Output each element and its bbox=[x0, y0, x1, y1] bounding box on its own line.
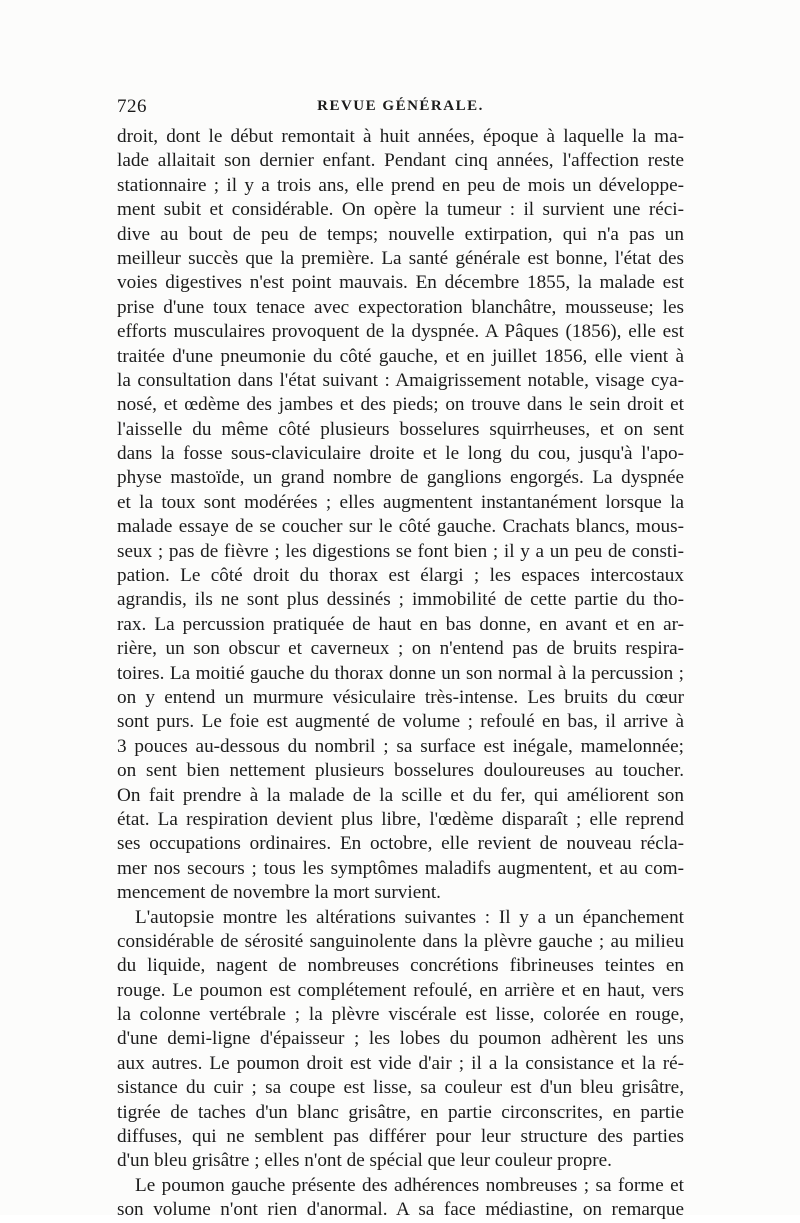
text-line: Le poumon gauche présente des adhérences nombreuses ; sa forme et bbox=[135, 1174, 684, 1196]
text-line: 3 pouces au-dessous du nombril ; sa surface est inégale, mamelonnée; bbox=[117, 735, 684, 757]
text-line: droit, dont le début remontait à huit années, époque à laquelle la ma- bbox=[117, 126, 684, 147]
text-line: efforts musculaires provoquent de la dyspnée. A Pâques (1856), elle est bbox=[117, 321, 684, 343]
text-line: pation. Le côté droit du thorax est élargi ; les espaces intercostaux bbox=[117, 565, 684, 587]
text-line: la consultation dans l'état suivant : Amaigrissement notable, visage cya- bbox=[117, 369, 684, 391]
text-line: L'autopsie montre les altérations suivantes : Il y a un épanchement bbox=[135, 906, 684, 928]
text-line: sistance du cuir ; sa coupe est lisse, sa couleur est d'un bleu grisâtre, bbox=[117, 1077, 684, 1099]
text-line: tigrée de taches d'un blanc grisâtre, en partie circonscrites, en partie bbox=[117, 1101, 684, 1123]
text-line: considérable de sérosité sanguinolente dans la plèvre gauche ; au milieu bbox=[117, 930, 684, 952]
text-line: on sent bien nettement plusieurs bosselures douloureuses au toucher. bbox=[117, 760, 684, 782]
running-title: REVUE GÉNÉRALE. bbox=[317, 98, 484, 114]
text-line: toires. La moitié gauche du thorax donne un son normal à la percussion ; bbox=[117, 662, 684, 684]
text-line: aux autres. Le poumon droit est vide d'air ; il a la consistance et la ré- bbox=[117, 1052, 684, 1074]
text-line: rière, un son obscur et caverneux ; on n'entend pas de bruits respira- bbox=[117, 638, 684, 660]
text-line: voies digestives n'est point mauvais. En décembre 1855, la malade est bbox=[117, 272, 684, 294]
body-text bbox=[117, 125, 684, 1223]
text-line: meilleur succès que la première. La santé générale est bonne, l'état des bbox=[117, 247, 684, 269]
text-line: sont purs. Le foie est augmenté de volume ; refoulé en bas, il arrive à bbox=[117, 711, 684, 733]
text-line: son volume n'ont rien d'anormal. A sa face médiastine, on remarque bbox=[117, 1199, 684, 1221]
text-line: ses occupations ordinaires. En octobre, elle revient de nouveau récla- bbox=[117, 833, 684, 855]
text-line: On fait prendre à la malade de la scille et du fer, qui améliorent son bbox=[117, 784, 684, 806]
text-line: d'un bleu grisâtre ; elles n'ont de spécial que leur couleur propre. bbox=[117, 1150, 612, 1172]
text-line: rouge. Le poumon est complétement refoulé, en arrière et en haut, vers bbox=[117, 979, 684, 1001]
text-line: prise d'une toux tenace avec expectoration blanchâtre, mousseuse; les bbox=[117, 296, 684, 318]
text-line: agrandis, ils ne sont plus dessinés ; immobilité de cette partie du tho- bbox=[117, 589, 684, 611]
text-line: d'une demi-ligne d'épaisseur ; les lobes du poumon adhèrent les uns bbox=[117, 1028, 684, 1050]
text-line: et la toux sont modérées ; elles augmentent instantanément lorsque la bbox=[117, 491, 684, 513]
text-line: diffuses, qui ne semblent pas différer pour leur structure des parties bbox=[117, 1126, 684, 1148]
text-line: seux ; pas de fièvre ; les digestions se font bien ; il y a un peu de consti- bbox=[117, 540, 684, 562]
text-line: rax. La percussion pratiquée de haut en bas donne, en avant et en ar- bbox=[117, 613, 684, 635]
text-line: la colonne vertébrale ; la plèvre viscérale est lisse, colorée en rouge, bbox=[117, 1004, 684, 1026]
page-number: 726 bbox=[117, 96, 147, 117]
running-head bbox=[117, 96, 684, 120]
text-line: malade essaye de se coucher sur le côté gauche. Crachats blancs, mous- bbox=[117, 516, 684, 538]
text-line: l'aisselle du même côté plusieurs bosselures squirrheuses, et on sent bbox=[117, 418, 684, 440]
text-line: dans la fosse sous-claviculaire droite et le long du cou, jusqu'à l'apo- bbox=[117, 443, 684, 465]
text-line: mer nos secours ; tous les symptômes maladifs augmentent, et au com- bbox=[117, 857, 684, 879]
text-line: on y entend un murmure vésiculaire très-intense. Les bruits du cœur bbox=[117, 686, 684, 708]
text-line: dive au bout de peu de temps; nouvelle extirpation, qui n'a pas un bbox=[117, 223, 684, 245]
text-line: stationnaire ; il y a trois ans, elle prend en peu de mois un développe- bbox=[117, 174, 684, 196]
text-line: nosé, et œdème des jambes et des pieds; on trouve dans le sein droit et bbox=[117, 394, 684, 416]
text-line: lade allaitait son dernier enfant. Pendant cinq années, l'affection reste bbox=[117, 150, 684, 172]
text-line: physe mastoïde, un grand nombre de ganglions engorgés. La dyspnée bbox=[117, 467, 684, 489]
text-line: état. La respiration devient plus libre, l'œdème disparaît ; elle reprend bbox=[117, 808, 684, 830]
text-line: traitée d'une pneumonie du côté gauche, et en juillet 1856, elle vient à bbox=[117, 345, 684, 367]
text-line: mencement de novembre la mort survient. bbox=[117, 882, 441, 904]
text-line: ment subit et considérable. On opère la tumeur : il survient une réci- bbox=[117, 199, 684, 221]
text-line: du liquide, nagent de nombreuses concrétions fibrineuses teintes en bbox=[117, 955, 684, 977]
